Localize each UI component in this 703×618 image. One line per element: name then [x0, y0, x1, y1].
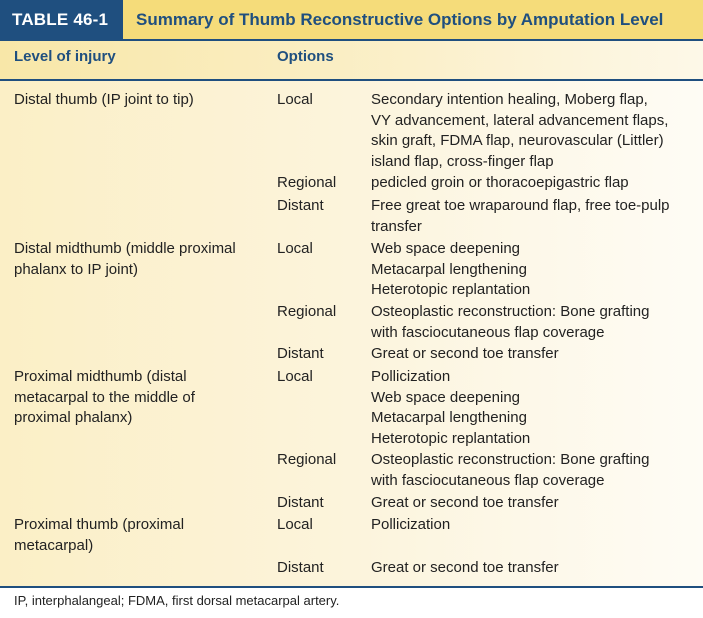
option-type-distant: Distant [277, 345, 324, 362]
option-line: Pollicization [371, 368, 451, 385]
options-cell [371, 367, 530, 449]
level-line: Distal midthumb (middle proximal [14, 240, 236, 257]
level-line: metacarpal) [14, 536, 94, 554]
option-line: Web space deepening [371, 388, 521, 406]
option-line: pedicled groin or thoracoepigastric flap [371, 174, 629, 191]
level-cell-proximal-midthumb [14, 367, 195, 429]
option-type-distant: Distant [277, 494, 324, 511]
options-cell [371, 558, 559, 579]
option-type-local: Local [277, 516, 313, 533]
level-line: Proximal midthumb (distal [14, 368, 187, 385]
option-line: Heterotopic replantation [371, 429, 531, 447]
table-title-bar [0, 0, 703, 41]
options-cell [371, 302, 649, 343]
options-cell [371, 90, 668, 172]
option-type-regional: Regional [277, 174, 337, 191]
table-body [0, 81, 703, 586]
level-cell-proximal-thumb [14, 515, 184, 556]
option-line: transfer [371, 217, 422, 235]
column-header-level-of-injury: Level of injury [14, 48, 116, 65]
level-line: metacarpal to the middle of [14, 388, 195, 406]
option-line: Great or second toe transfer [371, 345, 559, 362]
level-line: phalanx to IP joint) [14, 260, 138, 278]
table-title: Summary of Thumb Reconstructive Options by Amputation Level [136, 10, 664, 29]
option-type-local: Local [277, 240, 313, 257]
table-number-label: TABLE 46-1 [0, 0, 123, 39]
table-footnote: IP, interphalangeal; FDMA, first dorsal metacarpal artery. [14, 593, 340, 608]
option-line: Great or second toe transfer [371, 494, 559, 511]
option-line: Metacarpal lengthening [371, 409, 527, 426]
options-cell [371, 239, 530, 301]
options-cell [371, 450, 649, 491]
option-line: Web space deepening [371, 240, 521, 257]
option-type-distant: Distant [277, 559, 324, 576]
option-line: VY advancement, lateral advancement flaps, [371, 111, 669, 129]
column-header-row [0, 41, 703, 81]
option-line: island flap, cross-finger flap [371, 152, 554, 170]
level-line: Distal thumb (IP joint to tip) [14, 91, 194, 108]
option-line: Great or second toe transfer [371, 559, 559, 576]
option-type-distant: Distant [277, 197, 324, 214]
option-line: Free great toe wraparound flap, free toe-pulp [371, 197, 670, 214]
option-line: Osteoplastic reconstruction: Bone grafting [371, 303, 650, 320]
option-type-regional: Regional [277, 451, 337, 468]
level-line: Proximal thumb (proximal [14, 516, 185, 533]
option-line: skin graft, FDMA flap, neurovascular (Littler) [371, 132, 664, 149]
option-line: with fasciocutaneous flap coverage [371, 471, 605, 489]
option-line: Pollicization [371, 516, 451, 533]
options-cell [371, 196, 670, 237]
option-line: with fasciocutaneous flap coverage [371, 323, 605, 341]
level-cell-distal-midthumb [14, 239, 236, 280]
option-line: Heterotopic replantation [371, 281, 531, 298]
options-cell [371, 173, 629, 194]
options-cell [371, 344, 559, 365]
option-line: Secondary intention healing, Moberg flap, [371, 91, 648, 108]
level-cell-distal-thumb [14, 90, 194, 111]
column-header-options: Options [277, 48, 334, 65]
options-cell [371, 493, 559, 514]
option-line: Metacarpal lengthening [371, 260, 527, 278]
option-type-local: Local [277, 368, 313, 385]
options-cell [371, 515, 450, 536]
option-type-local: Local [277, 91, 313, 108]
footer-divider [0, 586, 703, 588]
option-line: Osteoplastic reconstruction: Bone grafting [371, 451, 650, 468]
option-type-regional: Regional [277, 303, 337, 320]
level-line: proximal phalanx) [14, 409, 133, 426]
